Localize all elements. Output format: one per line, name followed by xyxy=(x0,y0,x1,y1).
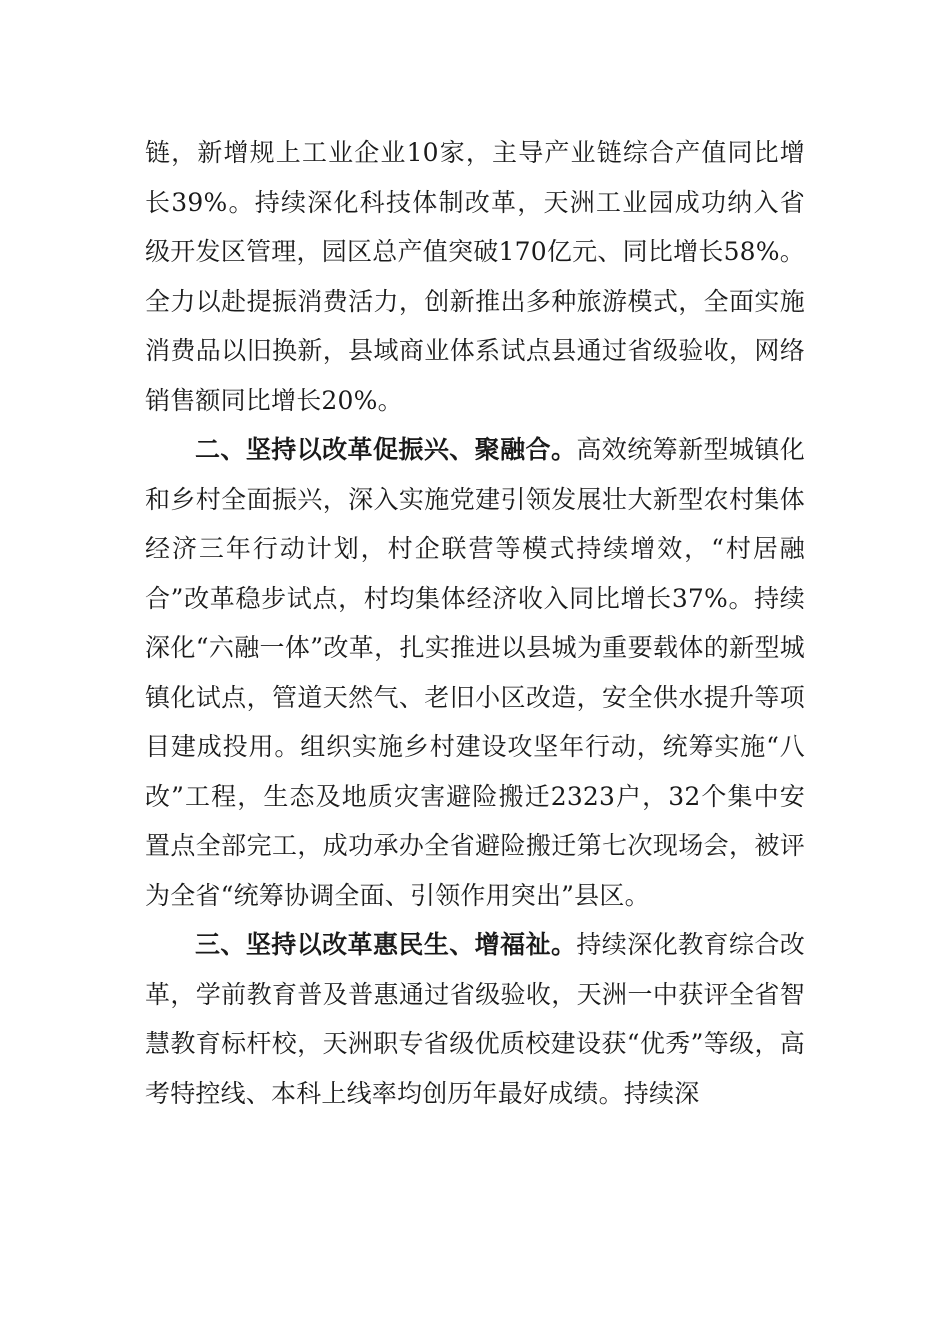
paragraph-text: 高效统筹新型城镇化和乡村全面振兴，深入实施党建引领发展壮大新型农村集体经济三年行动计划，村企联营等模式持续增效，“村居融合”改革稳步试点，村均集体经济收入同比增长37%。持续深化“六融一体”改革，扎实推进以县城为重要载体的新型城镇化试点，管道天然气、老旧小区改造，安全供水提升等项目建成投用。组织实施乡村建设攻坚年行动，统筹实施“八改”工程，生态及地质灾害避险搬迁2323户，32个集中安置点全部完工，成功承办全省避险搬迁第七次现场会，被评为全省“统筹协调全面、引领作用突出”县区。 xyxy=(145,435,805,910)
section-heading: 三、坚持以改革惠民生、增福祉。 xyxy=(195,930,577,959)
paragraph-text: 链，新增规上工业企业10家，主导产业链综合产值同比增长39%。持续深化科技体制改革，天洲工业园成功纳入省级开发区管理，园区总产值突破170亿元、同比增长58%。全力以赴提振消费活力，创新推出多种旅游模式，全面实施消费品以旧换新，县域商业体系试点县通过省级验收，网络销售额同比增长20%。 xyxy=(145,138,805,415)
paragraph-section-three xyxy=(145,920,805,1118)
paragraph-section-two xyxy=(145,425,805,920)
paragraph-continuation xyxy=(145,128,805,425)
document-body xyxy=(145,128,805,1118)
section-heading: 二、坚持以改革促振兴、聚融合。 xyxy=(195,435,577,464)
paragraph-text: 持续深化教育综合改革，学前教育普及普惠通过省级验收，天洲一中获评全省智慧教育标杆校，天洲职专省级优质校建设获“优秀”等级，高考特控线、本科上线率均创历年最好成绩。持续深 xyxy=(145,930,805,1108)
